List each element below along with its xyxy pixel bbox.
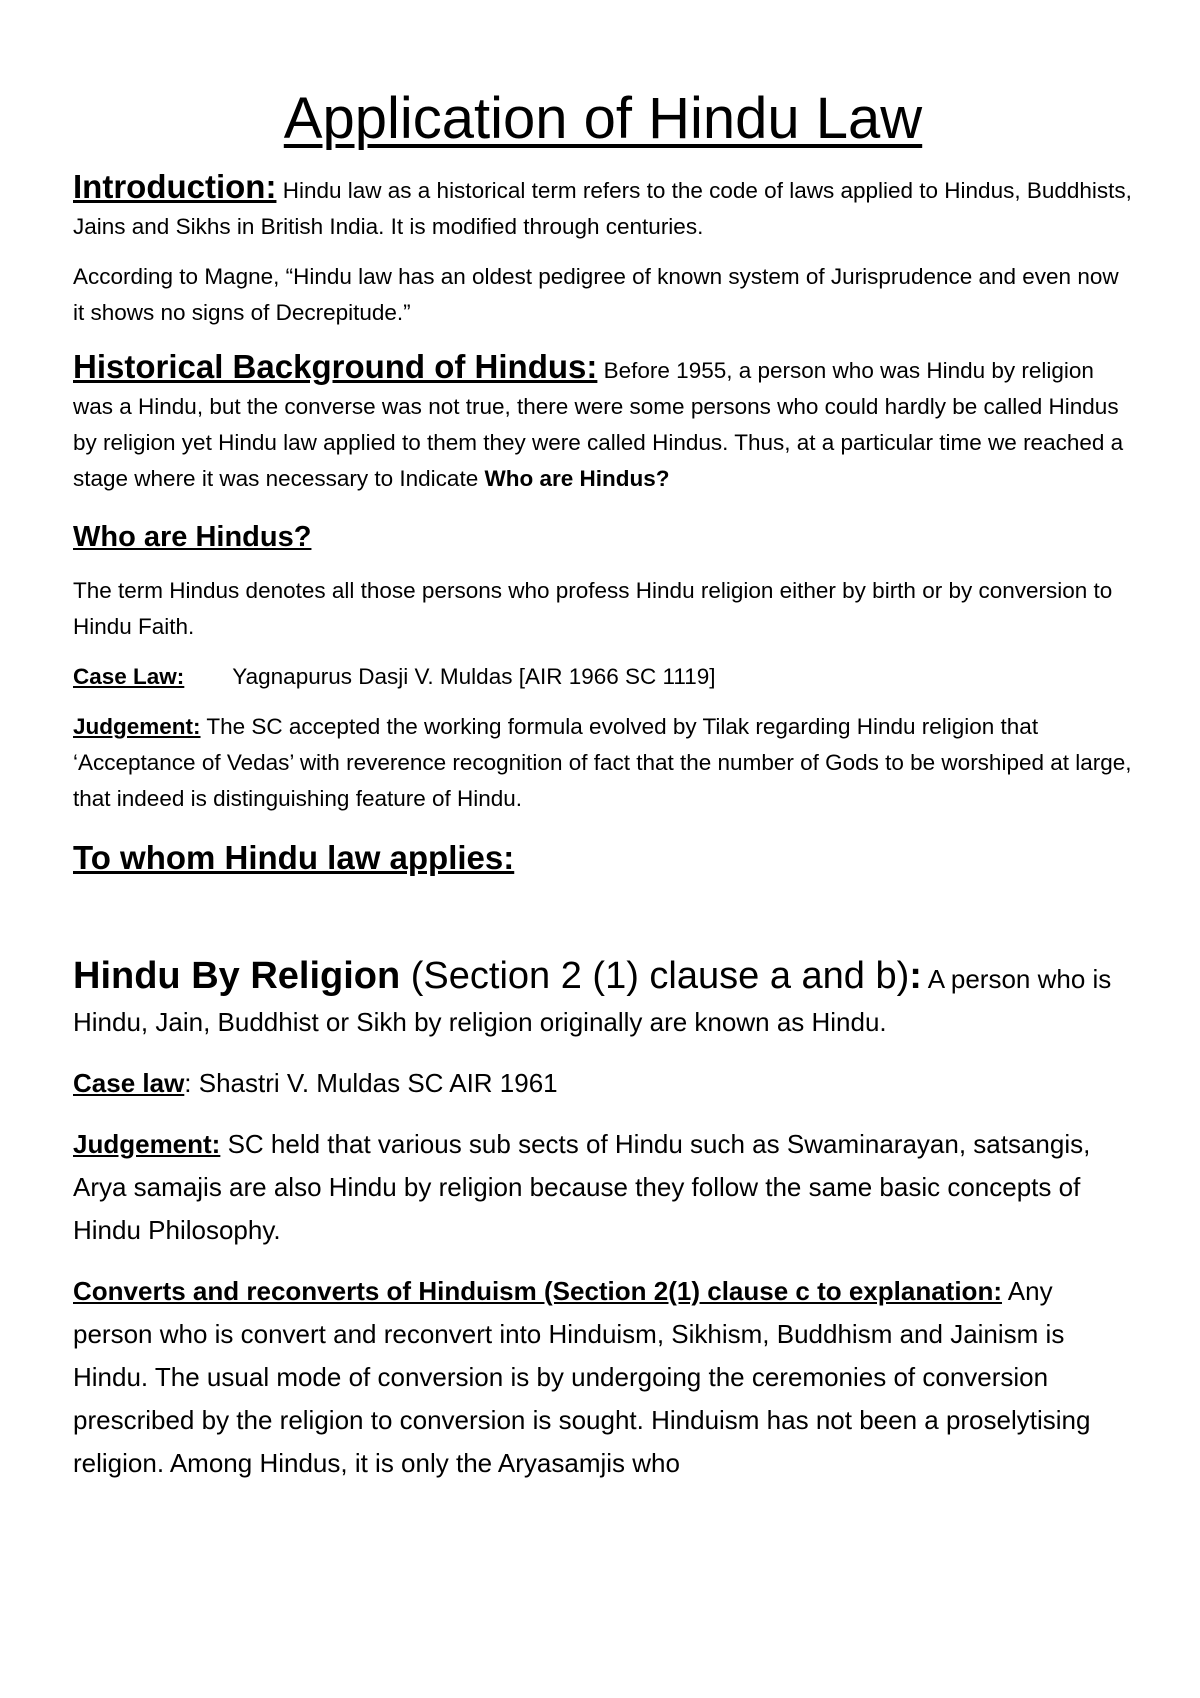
who-heading: Who are Hindus?: [73, 520, 312, 553]
religion-heading-colon: :: [909, 954, 922, 997]
who-case-text: Yagnapurus Dasji V. Muldas [AIR 1966 SC 1119]: [232, 663, 716, 689]
who-judgement-text: The SC accepted the working formula evolved by Tilak regarding Hindu religion that ‘Acceptance of Vedas’ with reverence recognition of fact that the number of Gods to be worshiped at large, that indeed is distinguishing feature of Hindu.: [73, 713, 1132, 811]
religion-heading-bold: Hindu By Religion: [73, 954, 401, 997]
religion-judgement-label: Judgement:: [73, 1128, 221, 1159]
religion-judgement: [73, 1123, 1133, 1252]
intro-heading: Introduction:: [73, 167, 277, 205]
religion-text: A person who is Hindu, Jain, Buddhist or Sikh by religion originally are known as Hindu.: [73, 963, 1112, 1037]
applies-heading-line: [73, 839, 1133, 877]
historical-text: Before 1955, a person who was Hindu by religion was a Hindu, but the converse was not true, there were some persons who could hardly be called Hindus by religion yet Hindu law applied to them they were called Hindus. Thus, at a particular time we reached a stage where it was necessary to Indicate: [73, 357, 1124, 491]
document-page: [73, 86, 1133, 1485]
who-judgement-label: Judgement:: [73, 713, 201, 739]
religion-heading-paren: (Section 2 (1) clause a and b): [410, 954, 910, 997]
intro-paragraph: [73, 169, 1133, 245]
applies-heading: To whom Hindu law applies:: [73, 838, 515, 876]
intro-text: Hindu law as a historical term refers to the code of laws applied to Hindus, Buddhists, Jains and Sikhs in British India. It is modified through centuries.: [73, 177, 1132, 239]
page-title: Application of Hindu Law: [283, 86, 923, 151]
who-case-law: [73, 659, 1133, 695]
who-heading-line: [73, 515, 1133, 559]
who-text: The term Hindus denotes all those persons who profess Hindu religion either by birth or by conversion to Hindu Faith.: [73, 577, 1113, 639]
converts-text: Any person who is convert and reconvert into Hinduism, Sikhism, Buddhism and Jainism is Hindu. The usual mode of conversion is by undergoing the ceremonies of conversion prescribed by the religion to conversion is sought. Hinduism has not been a proselytising religion. Among Hindus, it is only the Aryasamjis who: [73, 1275, 1091, 1478]
religion-case-law: [73, 1062, 1133, 1105]
religion-case-label: Case law: [73, 1067, 185, 1098]
magne-quote: According to Magne, “Hindu law has an oldest pedigree of known system of Jurisprudence and even now it shows no signs of Decrepitude.”: [73, 263, 1119, 325]
historical-bold-end: Who are Hindus?: [484, 465, 670, 491]
religion-judgement-text: SC held that various sub sects of Hindu such as Swaminarayan, satsangis, Arya samajis are also Hindu by religion because they follow the same basic concepts of Hindu Philosophy.: [73, 1128, 1091, 1245]
converts-heading: Converts and reconverts of Hinduism (Section 2(1) clause c to explanation:: [73, 1275, 1002, 1306]
who-case-label: Case Law:: [73, 663, 185, 689]
religion-case-text: : Shastri V. Muldas SC AIR 1961: [184, 1067, 558, 1098]
who-judgement: [73, 709, 1133, 817]
historical-paragraph: [73, 349, 1133, 497]
religion-paragraph: [73, 955, 1133, 1044]
historical-heading: Historical Background of Hindus:: [73, 347, 598, 385]
religion-heading: [73, 955, 922, 997]
converts-paragraph: [73, 1270, 1133, 1485]
